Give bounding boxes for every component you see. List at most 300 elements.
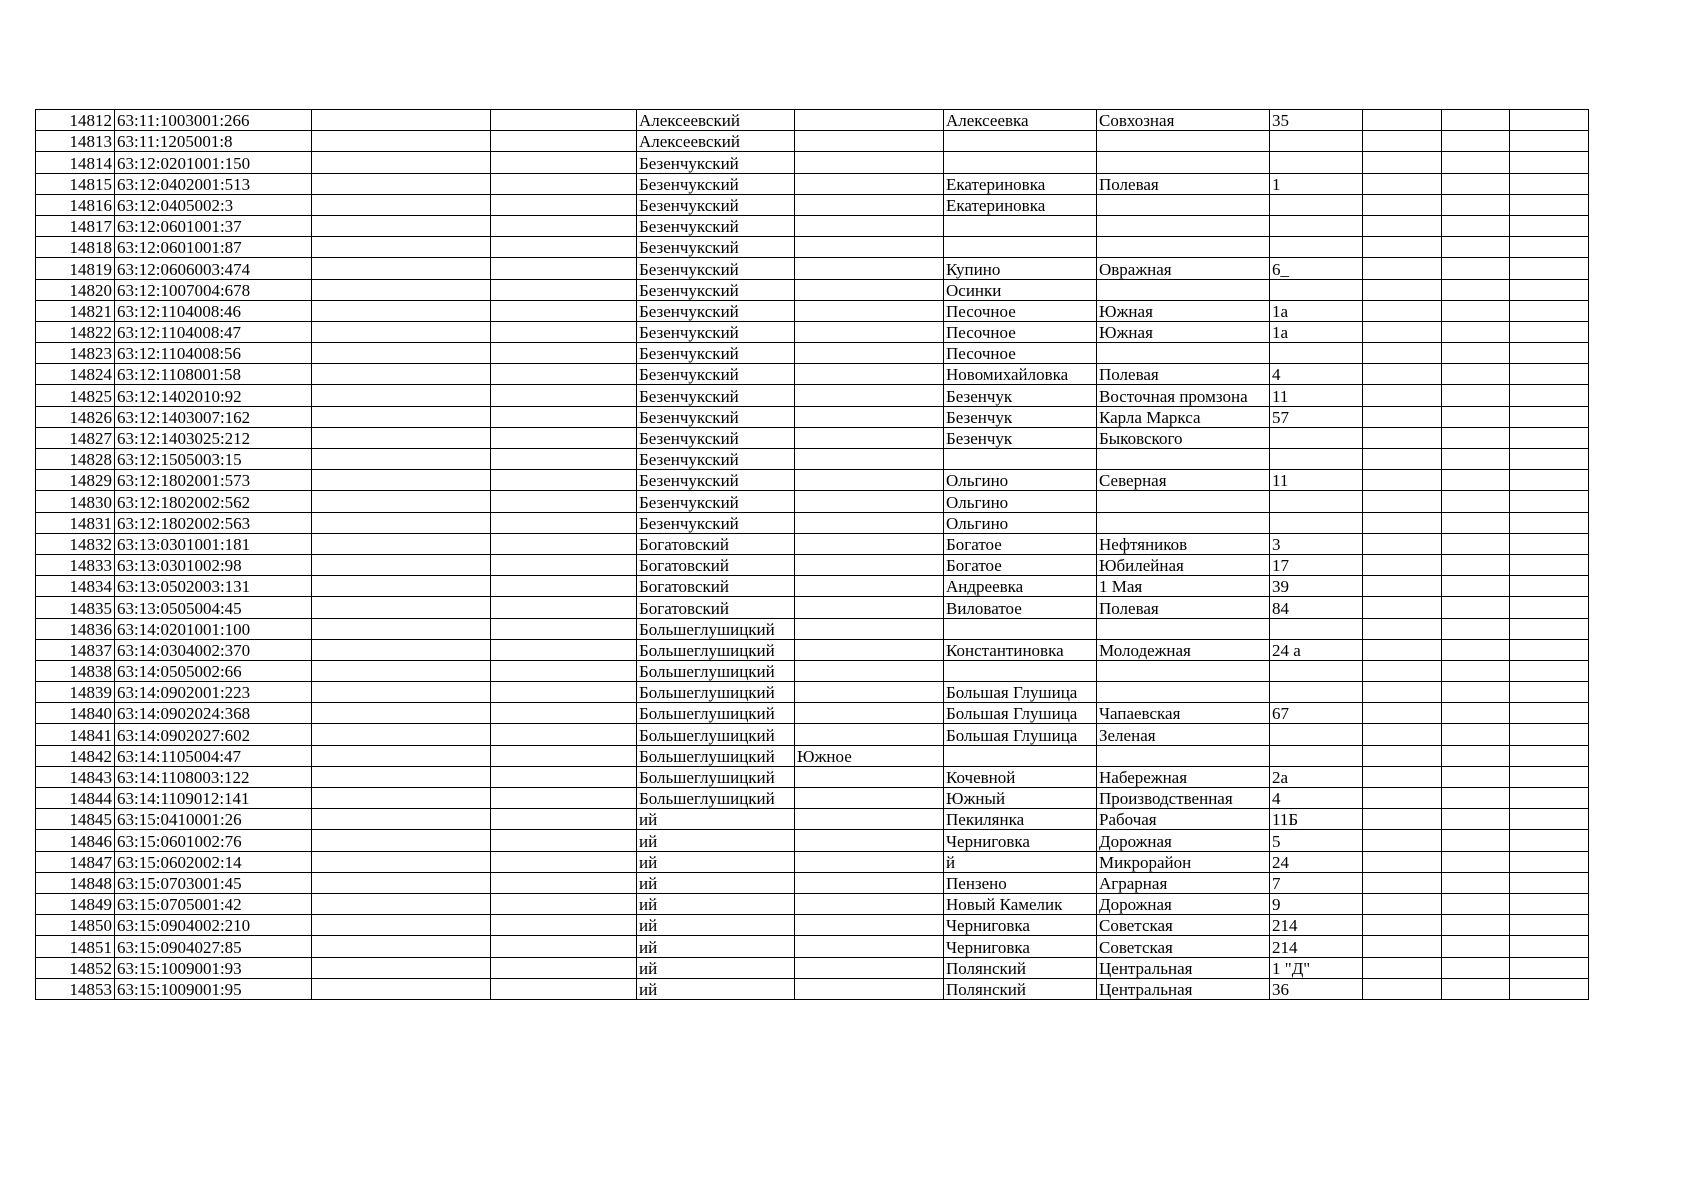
- locality-cell: [944, 152, 1097, 173]
- street-cell: 1 Мая: [1097, 576, 1270, 597]
- record-number-cell: 14829: [36, 470, 115, 491]
- blank-cell-e: [1510, 364, 1589, 385]
- blank-cell-e: [1510, 618, 1589, 639]
- table-row: [36, 936, 1589, 957]
- locality-cell: Безенчук: [944, 427, 1097, 448]
- blank-cell-a: [312, 173, 491, 194]
- house-number-cell: [1270, 745, 1363, 766]
- blank-cell-e: [1510, 682, 1589, 703]
- blank-cell-e: [1510, 470, 1589, 491]
- blank-cell-b: [491, 957, 637, 978]
- cadastral-number-cell: 63:13:0301001:181: [115, 533, 312, 554]
- blank-cell-c: [1363, 215, 1442, 236]
- blank-cell-d: [1442, 851, 1510, 872]
- settlement-type-cell: [795, 639, 944, 660]
- cadastral-number-cell: 63:12:0201001:150: [115, 152, 312, 173]
- blank-cell-a: [312, 978, 491, 999]
- blank-cell-b: [491, 872, 637, 893]
- record-number-cell: 14831: [36, 512, 115, 533]
- cadastral-number-cell: 63:12:1402010:92: [115, 385, 312, 406]
- settlement-type-cell: [795, 788, 944, 809]
- blank-cell-a: [312, 406, 491, 427]
- locality-cell: Екатериновка: [944, 173, 1097, 194]
- table-row: [36, 215, 1589, 236]
- district-cell: Безенчукский: [637, 258, 795, 279]
- record-number-cell: 14826: [36, 406, 115, 427]
- record-number-cell: 14833: [36, 554, 115, 575]
- locality-cell: Богатое: [944, 533, 1097, 554]
- blank-cell-d: [1442, 110, 1510, 131]
- blank-cell-c: [1363, 660, 1442, 681]
- district-cell: Большеглушицкий: [637, 766, 795, 787]
- blank-cell-a: [312, 385, 491, 406]
- district-cell: Безенчукский: [637, 406, 795, 427]
- house-number-cell: 35: [1270, 110, 1363, 131]
- locality-cell: Полянский: [944, 978, 1097, 999]
- settlement-type-cell: [795, 809, 944, 830]
- blank-cell-b: [491, 788, 637, 809]
- record-number-cell: 14850: [36, 915, 115, 936]
- settlement-type-cell: [795, 533, 944, 554]
- district-cell: Безенчукский: [637, 491, 795, 512]
- blank-cell-c: [1363, 597, 1442, 618]
- settlement-type-cell: [795, 449, 944, 470]
- house-number-cell: 84: [1270, 597, 1363, 618]
- street-cell: Центральная: [1097, 978, 1270, 999]
- blank-cell-b: [491, 300, 637, 321]
- district-cell: Безенчукский: [637, 321, 795, 342]
- blank-cell-e: [1510, 724, 1589, 745]
- district-cell: Безенчукский: [637, 194, 795, 215]
- blank-cell-a: [312, 851, 491, 872]
- blank-cell-b: [491, 533, 637, 554]
- house-number-cell: [1270, 724, 1363, 745]
- cadastral-number-cell: 63:15:0410001:26: [115, 809, 312, 830]
- blank-cell-e: [1510, 300, 1589, 321]
- blank-cell-c: [1363, 766, 1442, 787]
- blank-cell-e: [1510, 279, 1589, 300]
- settlement-type-cell: [795, 131, 944, 152]
- district-cell: Большеглушицкий: [637, 724, 795, 745]
- table-row: [36, 194, 1589, 215]
- house-number-cell: [1270, 491, 1363, 512]
- table-row: [36, 470, 1589, 491]
- settlement-type-cell: [795, 978, 944, 999]
- table-row: [36, 703, 1589, 724]
- table-row: [36, 491, 1589, 512]
- blank-cell-a: [312, 237, 491, 258]
- blank-cell-a: [312, 766, 491, 787]
- blank-cell-b: [491, 406, 637, 427]
- blank-cell-b: [491, 343, 637, 364]
- district-cell: Богатовский: [637, 533, 795, 554]
- blank-cell-d: [1442, 682, 1510, 703]
- locality-cell: Песочное: [944, 321, 1097, 342]
- blank-cell-d: [1442, 872, 1510, 893]
- blank-cell-a: [312, 258, 491, 279]
- blank-cell-e: [1510, 491, 1589, 512]
- table-row: [36, 724, 1589, 745]
- settlement-type-cell: [795, 851, 944, 872]
- settlement-type-cell: [795, 300, 944, 321]
- blank-cell-a: [312, 300, 491, 321]
- settlement-type-cell: [795, 364, 944, 385]
- blank-cell-e: [1510, 978, 1589, 999]
- blank-cell-a: [312, 554, 491, 575]
- street-cell: Дорожная: [1097, 830, 1270, 851]
- blank-cell-c: [1363, 237, 1442, 258]
- blank-cell-b: [491, 915, 637, 936]
- locality-cell: Андреевка: [944, 576, 1097, 597]
- record-number-cell: 14852: [36, 957, 115, 978]
- house-number-cell: 6_: [1270, 258, 1363, 279]
- locality-cell: Алексеевка: [944, 110, 1097, 131]
- district-cell: ий: [637, 936, 795, 957]
- district-cell: Безенчукский: [637, 364, 795, 385]
- table-row: [36, 449, 1589, 470]
- district-cell: Безенчукский: [637, 427, 795, 448]
- house-number-cell: 67: [1270, 703, 1363, 724]
- blank-cell-a: [312, 788, 491, 809]
- district-cell: Алексеевский: [637, 131, 795, 152]
- house-number-cell: 24 а: [1270, 639, 1363, 660]
- settlement-type-cell: [795, 957, 944, 978]
- blank-cell-e: [1510, 406, 1589, 427]
- blank-cell-a: [312, 915, 491, 936]
- blank-cell-a: [312, 152, 491, 173]
- blank-cell-c: [1363, 152, 1442, 173]
- house-number-cell: [1270, 237, 1363, 258]
- blank-cell-e: [1510, 851, 1589, 872]
- cadastral-number-cell: 63:15:0703001:45: [115, 872, 312, 893]
- table-row: [36, 406, 1589, 427]
- blank-cell-c: [1363, 682, 1442, 703]
- district-cell: Безенчукский: [637, 385, 795, 406]
- locality-cell: Южный: [944, 788, 1097, 809]
- table-row: [36, 110, 1589, 131]
- cadastral-number-cell: 63:11:1205001:8: [115, 131, 312, 152]
- record-number-cell: 14818: [36, 237, 115, 258]
- table-row: [36, 576, 1589, 597]
- locality-cell: Песочное: [944, 300, 1097, 321]
- record-number-cell: 14825: [36, 385, 115, 406]
- street-cell: Северная: [1097, 470, 1270, 491]
- cadastral-number-cell: 63:14:0902024:368: [115, 703, 312, 724]
- blank-cell-e: [1510, 936, 1589, 957]
- blank-cell-c: [1363, 470, 1442, 491]
- street-cell: [1097, 660, 1270, 681]
- house-number-cell: [1270, 152, 1363, 173]
- settlement-type-cell: [795, 830, 944, 851]
- blank-cell-e: [1510, 512, 1589, 533]
- blank-cell-e: [1510, 957, 1589, 978]
- table-row: [36, 237, 1589, 258]
- blank-cell-a: [312, 491, 491, 512]
- blank-cell-a: [312, 809, 491, 830]
- house-number-cell: 2а: [1270, 766, 1363, 787]
- blank-cell-b: [491, 194, 637, 215]
- cadastral-number-cell: 63:14:0902027:602: [115, 724, 312, 745]
- house-number-cell: 9: [1270, 893, 1363, 914]
- district-cell: Большеглушицкий: [637, 660, 795, 681]
- street-cell: [1097, 194, 1270, 215]
- blank-cell-a: [312, 533, 491, 554]
- street-cell: Совхозная: [1097, 110, 1270, 131]
- settlement-type-cell: [795, 173, 944, 194]
- cadastral-number-cell: 63:12:1108001:58: [115, 364, 312, 385]
- settlement-type-cell: [795, 597, 944, 618]
- table-row: [36, 660, 1589, 681]
- table-row: [36, 512, 1589, 533]
- data-table: [35, 109, 1589, 1000]
- blank-cell-b: [491, 724, 637, 745]
- blank-cell-d: [1442, 449, 1510, 470]
- blank-cell-a: [312, 449, 491, 470]
- blank-cell-c: [1363, 978, 1442, 999]
- blank-cell-a: [312, 427, 491, 448]
- cadastral-number-cell: 63:12:0601001:37: [115, 215, 312, 236]
- blank-cell-b: [491, 978, 637, 999]
- cadastral-number-cell: 63:12:1802002:563: [115, 512, 312, 533]
- table-row: [36, 766, 1589, 787]
- blank-cell-c: [1363, 491, 1442, 512]
- street-cell: Южная: [1097, 321, 1270, 342]
- blank-cell-e: [1510, 893, 1589, 914]
- street-cell: Полевая: [1097, 364, 1270, 385]
- house-number-cell: 11Б: [1270, 809, 1363, 830]
- blank-cell-b: [491, 237, 637, 258]
- blank-cell-b: [491, 385, 637, 406]
- settlement-type-cell: [795, 554, 944, 575]
- table-row: [36, 851, 1589, 872]
- blank-cell-d: [1442, 660, 1510, 681]
- cadastral-number-cell: 63:14:0505002:66: [115, 660, 312, 681]
- record-number-cell: 14812: [36, 110, 115, 131]
- blank-cell-d: [1442, 597, 1510, 618]
- district-cell: Безенчукский: [637, 237, 795, 258]
- blank-cell-c: [1363, 258, 1442, 279]
- locality-cell: [944, 131, 1097, 152]
- blank-cell-e: [1510, 915, 1589, 936]
- cadastral-number-cell: 63:12:1403025:212: [115, 427, 312, 448]
- house-number-cell: 7: [1270, 872, 1363, 893]
- locality-cell: [944, 745, 1097, 766]
- district-cell: Безенчукский: [637, 173, 795, 194]
- table-row: [36, 152, 1589, 173]
- blank-cell-d: [1442, 830, 1510, 851]
- blank-cell-c: [1363, 915, 1442, 936]
- record-number-cell: 14816: [36, 194, 115, 215]
- blank-cell-c: [1363, 872, 1442, 893]
- district-cell: Безенчукский: [637, 152, 795, 173]
- district-cell: ий: [637, 809, 795, 830]
- street-cell: [1097, 279, 1270, 300]
- blank-cell-b: [491, 258, 637, 279]
- district-cell: Безенчукский: [637, 215, 795, 236]
- house-number-cell: [1270, 131, 1363, 152]
- blank-cell-c: [1363, 554, 1442, 575]
- blank-cell-e: [1510, 745, 1589, 766]
- house-number-cell: 57: [1270, 406, 1363, 427]
- table-row: [36, 745, 1589, 766]
- district-cell: ий: [637, 957, 795, 978]
- locality-cell: Полянский: [944, 957, 1097, 978]
- blank-cell-e: [1510, 215, 1589, 236]
- blank-cell-b: [491, 279, 637, 300]
- blank-cell-a: [312, 470, 491, 491]
- blank-cell-a: [312, 194, 491, 215]
- blank-cell-c: [1363, 321, 1442, 342]
- settlement-type-cell: [795, 258, 944, 279]
- street-cell: [1097, 449, 1270, 470]
- locality-cell: Пензено: [944, 872, 1097, 893]
- blank-cell-d: [1442, 427, 1510, 448]
- locality-cell: Большая Глушица: [944, 724, 1097, 745]
- settlement-type-cell: [795, 766, 944, 787]
- blank-cell-c: [1363, 364, 1442, 385]
- table-row: [36, 915, 1589, 936]
- district-cell: Большеглушицкий: [637, 682, 795, 703]
- street-cell: Быковского: [1097, 427, 1270, 448]
- record-number-cell: 14817: [36, 215, 115, 236]
- blank-cell-b: [491, 215, 637, 236]
- cadastral-number-cell: 63:15:0602002:14: [115, 851, 312, 872]
- cadastral-number-cell: 63:12:1802001:573: [115, 470, 312, 491]
- blank-cell-e: [1510, 554, 1589, 575]
- street-cell: Набережная: [1097, 766, 1270, 787]
- blank-cell-d: [1442, 321, 1510, 342]
- cadastral-number-cell: 63:12:1007004:678: [115, 279, 312, 300]
- settlement-type-cell: [795, 321, 944, 342]
- blank-cell-a: [312, 893, 491, 914]
- blank-cell-e: [1510, 872, 1589, 893]
- blank-cell-c: [1363, 449, 1442, 470]
- blank-cell-c: [1363, 703, 1442, 724]
- cadastral-number-cell: 63:12:0606003:474: [115, 258, 312, 279]
- locality-cell: [944, 237, 1097, 258]
- blank-cell-e: [1510, 597, 1589, 618]
- blank-cell-c: [1363, 131, 1442, 152]
- table-row: [36, 893, 1589, 914]
- table-row: [36, 978, 1589, 999]
- locality-cell: Безенчук: [944, 406, 1097, 427]
- record-number-cell: 14830: [36, 491, 115, 512]
- house-number-cell: 1 "Д": [1270, 957, 1363, 978]
- blank-cell-c: [1363, 576, 1442, 597]
- locality-cell: Екатериновка: [944, 194, 1097, 215]
- blank-cell-e: [1510, 194, 1589, 215]
- house-number-cell: 1а: [1270, 321, 1363, 342]
- locality-cell: Безенчук: [944, 385, 1097, 406]
- locality-cell: Осинки: [944, 279, 1097, 300]
- blank-cell-e: [1510, 660, 1589, 681]
- blank-cell-c: [1363, 279, 1442, 300]
- blank-cell-d: [1442, 131, 1510, 152]
- blank-cell-d: [1442, 724, 1510, 745]
- locality-cell: Кочевной: [944, 766, 1097, 787]
- blank-cell-b: [491, 936, 637, 957]
- record-number-cell: 14838: [36, 660, 115, 681]
- blank-cell-d: [1442, 343, 1510, 364]
- blank-cell-b: [491, 110, 637, 131]
- blank-cell-c: [1363, 788, 1442, 809]
- locality-cell: Константиновка: [944, 639, 1097, 660]
- table-row: [36, 618, 1589, 639]
- locality-cell: Черниговка: [944, 936, 1097, 957]
- blank-cell-a: [312, 618, 491, 639]
- blank-cell-c: [1363, 194, 1442, 215]
- blank-cell-c: [1363, 110, 1442, 131]
- settlement-type-cell: [795, 724, 944, 745]
- district-cell: Большеглушицкий: [637, 618, 795, 639]
- blank-cell-d: [1442, 915, 1510, 936]
- record-number-cell: 14824: [36, 364, 115, 385]
- blank-cell-d: [1442, 491, 1510, 512]
- street-cell: Полевая: [1097, 173, 1270, 194]
- table-row: [36, 321, 1589, 342]
- record-number-cell: 14851: [36, 936, 115, 957]
- blank-cell-b: [491, 660, 637, 681]
- street-cell: Аграрная: [1097, 872, 1270, 893]
- blank-cell-e: [1510, 809, 1589, 830]
- blank-cell-e: [1510, 258, 1589, 279]
- cadastral-number-cell: 63:12:1104008:47: [115, 321, 312, 342]
- locality-cell: [944, 215, 1097, 236]
- locality-cell: Большая Глушица: [944, 703, 1097, 724]
- cadastral-number-cell: 63:12:1104008:56: [115, 343, 312, 364]
- blank-cell-b: [491, 321, 637, 342]
- blank-cell-b: [491, 491, 637, 512]
- blank-cell-b: [491, 364, 637, 385]
- blank-cell-c: [1363, 173, 1442, 194]
- street-cell: [1097, 152, 1270, 173]
- blank-cell-d: [1442, 258, 1510, 279]
- settlement-type-cell: [795, 660, 944, 681]
- blank-cell-d: [1442, 237, 1510, 258]
- record-number-cell: 14844: [36, 788, 115, 809]
- settlement-type-cell: [795, 618, 944, 639]
- blank-cell-d: [1442, 957, 1510, 978]
- blank-cell-a: [312, 682, 491, 703]
- blank-cell-b: [491, 554, 637, 575]
- record-number-cell: 14834: [36, 576, 115, 597]
- blank-cell-b: [491, 682, 637, 703]
- house-number-cell: 214: [1270, 936, 1363, 957]
- district-cell: ий: [637, 830, 795, 851]
- street-cell: [1097, 682, 1270, 703]
- district-cell: Большеглушицкий: [637, 639, 795, 660]
- locality-cell: Черниговка: [944, 915, 1097, 936]
- district-cell: Безенчукский: [637, 300, 795, 321]
- blank-cell-e: [1510, 173, 1589, 194]
- cadastral-number-cell: 63:14:0304002:370: [115, 639, 312, 660]
- record-number-cell: 14849: [36, 893, 115, 914]
- district-cell: Безенчукский: [637, 279, 795, 300]
- table-row: [36, 639, 1589, 660]
- settlement-type-cell: [795, 936, 944, 957]
- house-number-cell: 5: [1270, 830, 1363, 851]
- blank-cell-a: [312, 872, 491, 893]
- blank-cell-b: [491, 809, 637, 830]
- record-number-cell: 14846: [36, 830, 115, 851]
- cadastral-number-cell: 63:15:0904002:210: [115, 915, 312, 936]
- locality-cell: Большая Глушица: [944, 682, 1097, 703]
- blank-cell-a: [312, 576, 491, 597]
- blank-cell-d: [1442, 152, 1510, 173]
- cadastral-number-cell: 63:13:0505004:45: [115, 597, 312, 618]
- street-cell: Микрорайон: [1097, 851, 1270, 872]
- blank-cell-a: [312, 936, 491, 957]
